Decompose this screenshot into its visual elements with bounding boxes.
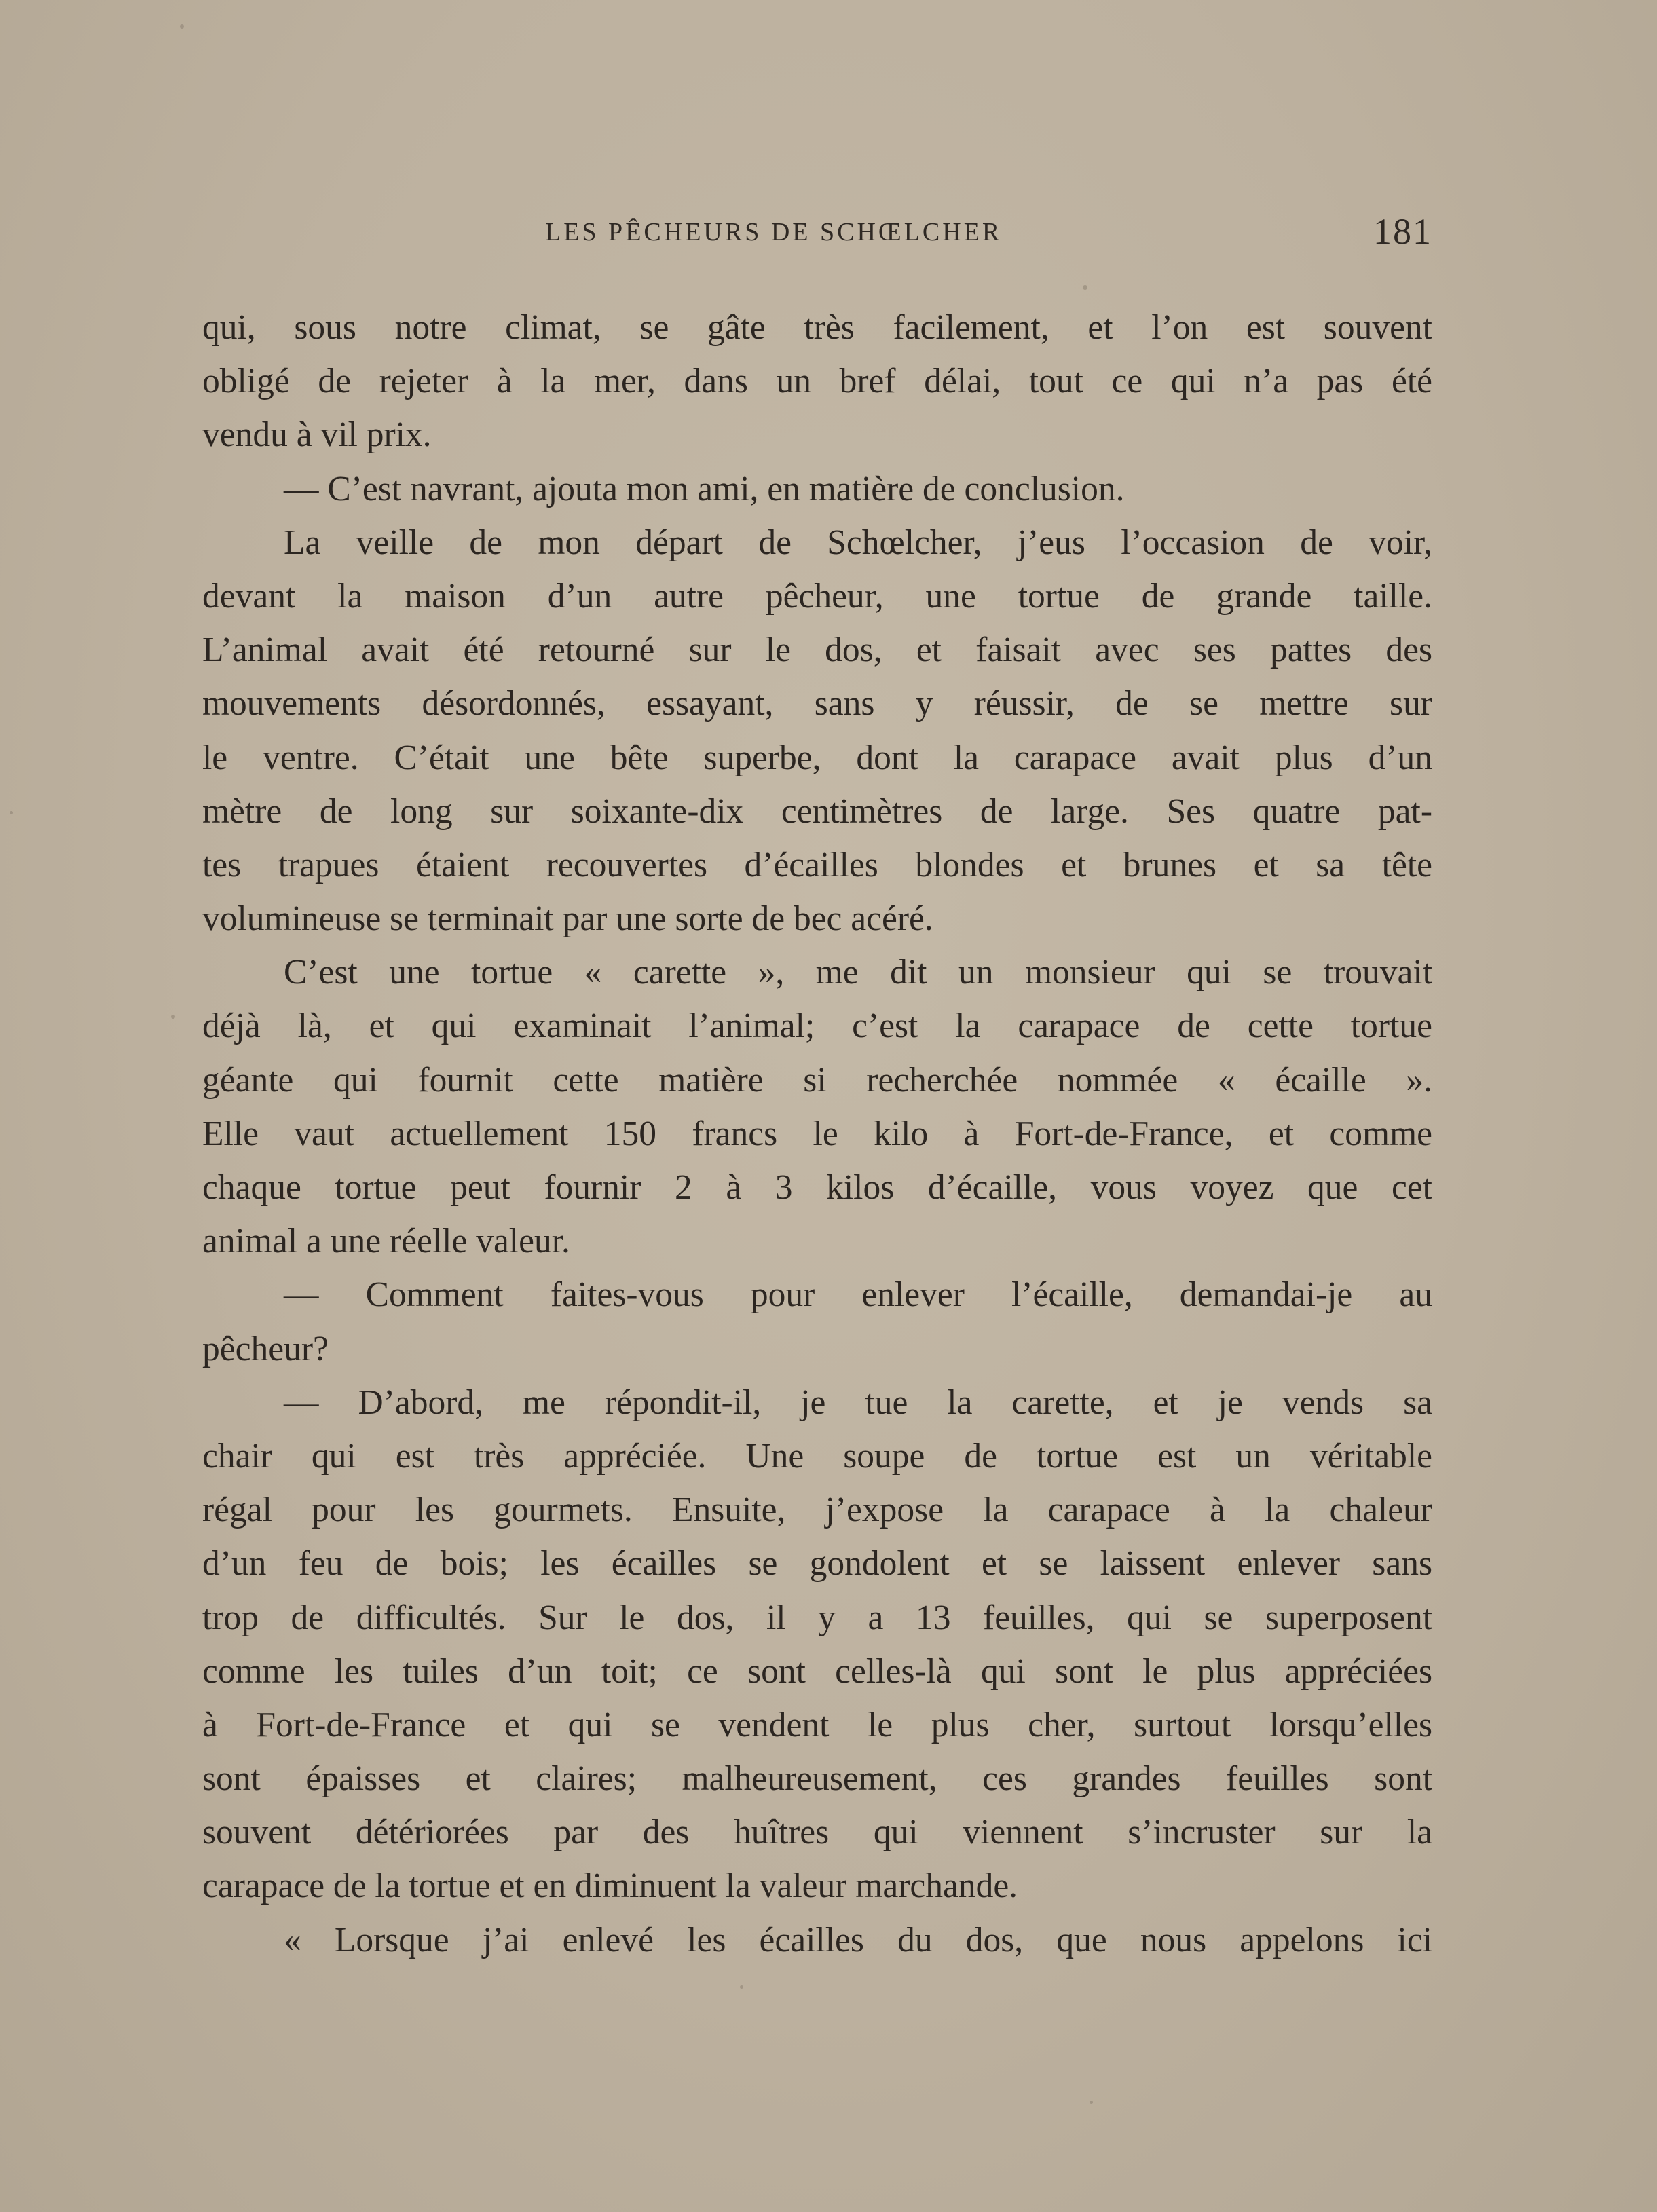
text-line: souvent détériorées par des huîtres qui viennent s’incruster sur la — [202, 1813, 1432, 1852]
paper-speck — [10, 811, 13, 814]
body-text — [202, 301, 1432, 1967]
text-line: — Comment faites-vous pour enlever l’écaille, demandai-je au — [284, 1275, 1432, 1315]
text-line: mouvements désordonnés, essayant, sans y réussir, de se mettre sur — [202, 684, 1432, 724]
running-head — [202, 210, 1432, 251]
text-line: à Fort-de-France et qui se vendent le plus cher, surtout lorsqu’elles — [202, 1705, 1432, 1744]
text-line: La veille de mon départ de Schœlcher, j’eus l’occasion de voir, — [284, 523, 1432, 562]
text-line: C’est une tortue « carette », me dit un monsieur qui se trouvait — [284, 953, 1432, 992]
text-line: qui, sous notre climat, se gâte très facilement, et l’on est souvent — [202, 308, 1432, 347]
text-line: devant la maison d’un autre pêcheur, une tortue de grande taille. — [202, 576, 1432, 616]
text-line: tes trapues étaient recouvertes d’écailles blondes et brunes et sa tête — [202, 845, 1432, 884]
text-line: obligé de rejeter à la mer, dans un bref délai, tout ce qui n’a pas été — [202, 362, 1432, 401]
text-line: Elle vaut actuellement 150 francs le kilo à Fort-de-France, et comme — [202, 1114, 1432, 1153]
paper-speck — [180, 24, 184, 29]
text-line: d’un feu de bois; les écailles se gondolent et se laissent enlever sans — [202, 1544, 1432, 1583]
text-line: mètre de long sur soixante-dix centimètres de large. Ses quatre pat- — [202, 791, 1432, 831]
text-line: régal pour les gourmets. Ensuite, j’expose la carapace à la chaleur — [202, 1491, 1432, 1530]
text-line: le ventre. C’était une bête superbe, dont la carapace avait plus d’un — [202, 738, 1432, 777]
text-line: L’animal avait été retourné sur le dos, et faisait avec ses pattes des — [202, 631, 1432, 670]
text-line: chair qui est très appréciée. Une soupe de tortue est un véritable — [202, 1436, 1432, 1476]
text-line: vendu à vil prix. — [202, 415, 432, 455]
paper-speck — [171, 1015, 175, 1019]
page-number: 181 — [1373, 211, 1432, 252]
text-line: trop de difficultés. Sur le dos, il y a 13 feuilles, qui se superposent — [202, 1598, 1432, 1637]
text-line: comme les tuiles d’un toit; ce sont celles-là qui sont le plus appréciées — [202, 1651, 1432, 1691]
text-line: — D’abord, me répondit-il, je tue la carette, et je vends sa — [284, 1383, 1432, 1422]
text-line: « Lorsque j’ai enlevé les écailles du dos, que nous appelons ici — [284, 1920, 1432, 1960]
text-line: animal a une réelle valeur. — [202, 1222, 570, 1261]
text-line: volumineuse se terminait par une sorte de bec acéré. — [202, 899, 933, 939]
text-line: chaque tortue peut fournir 2 à 3 kilos d’écaille, vous voyez que cet — [202, 1168, 1432, 1207]
text-line: — C’est navrant, ajouta mon ami, en matière de conclusion. — [284, 469, 1125, 508]
text-line: sont épaisses et claires; malheureusement, ces grandes feuilles sont — [202, 1759, 1432, 1799]
running-title: LES PÊCHEURS DE SCHŒLCHER — [545, 218, 1003, 246]
paper-speck — [1090, 2101, 1093, 2104]
paper-speck — [1083, 285, 1087, 290]
text-line: carapace de la tortue et en diminuent la valeur marchande. — [202, 1867, 1018, 1906]
paper-speck — [740, 1985, 743, 1989]
text-line: déjà là, et qui examinait l’animal; c’est la carapace de cette tortue — [202, 1007, 1432, 1046]
text-line: géante qui fournit cette matière si recherchée nommée « écaille ». — [202, 1060, 1432, 1100]
text-line: pêcheur? — [202, 1329, 329, 1368]
